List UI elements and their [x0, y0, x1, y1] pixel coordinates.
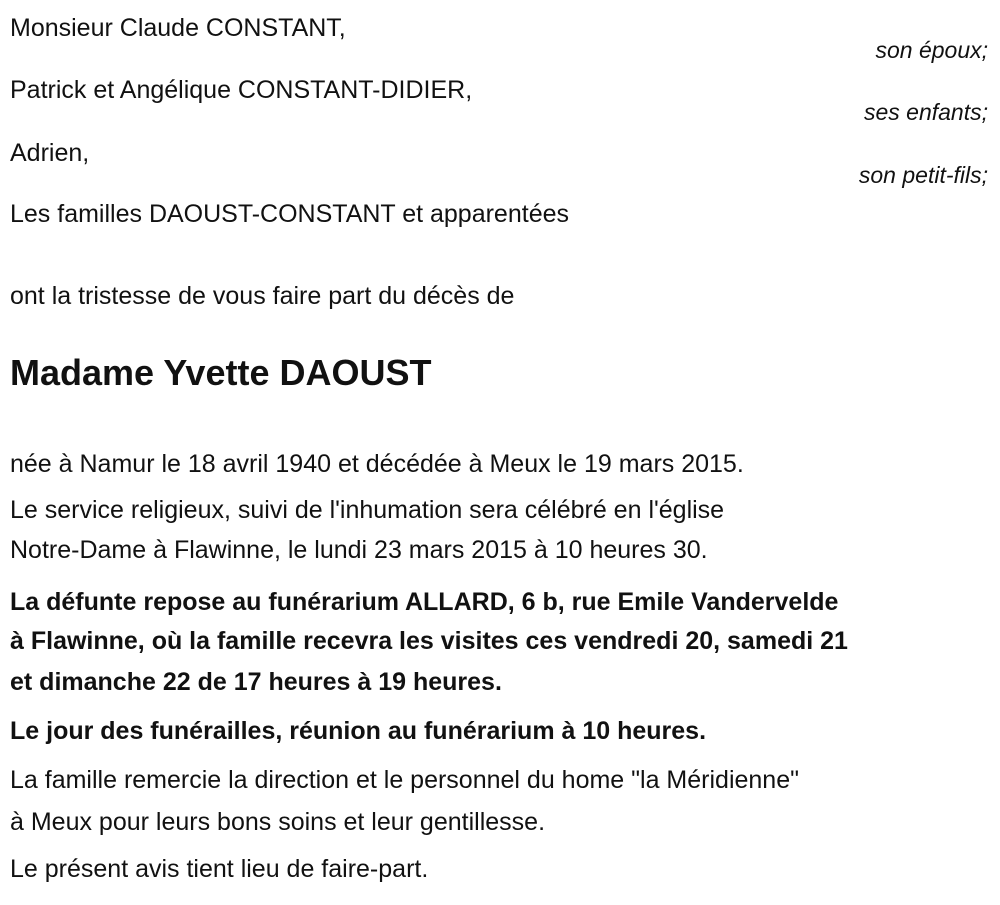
family-member-name: Patrick et Angélique CONSTANT-DIDIER,: [10, 76, 473, 104]
birth-death: née à Namur le 18 avril 1940 et décédée à Meux le 19 mars 2015.: [10, 450, 744, 478]
family-member-name: Monsieur Claude CONSTANT,: [10, 14, 346, 42]
family-member-name: Adrien,: [10, 139, 90, 167]
service-line: Le service religieux, suivi de l'inhumation sera célébré en l'église: [10, 496, 725, 524]
family-member-name: Les familles DAOUST-CONSTANT et apparentées: [10, 200, 569, 228]
repose-line: à Flawinne, où la famille recevra les visites ces vendredi 20, samedi 21: [10, 627, 848, 655]
announcement: ont la tristesse de vous faire part du décès de: [10, 282, 515, 310]
repose-line: La défunte repose au funérarium ALLARD, 6 b, rue Emile Vandervelde: [10, 588, 839, 616]
family-relation: ses enfants;: [863, 99, 988, 125]
closing-note: Le présent avis tient lieu de faire-part.: [10, 855, 429, 883]
thanks-line: à Meux pour leurs bons soins et leur gentillesse.: [10, 808, 546, 836]
family-relation: son époux;: [875, 37, 988, 63]
meeting-info: Le jour des funérailles, réunion au funérarium à 10 heures.: [10, 717, 707, 745]
service-line: Notre-Dame à Flawinne, le lundi 23 mars 2015 à 10 heures 30.: [10, 536, 708, 564]
family-relation: son petit-fils;: [858, 162, 988, 188]
thanks-line: La famille remercie la direction et le personnel du home "la Méridienne": [10, 766, 799, 794]
deceased-name: Madame Yvette DAOUST: [10, 352, 432, 393]
repose-line: et dimanche 22 de 17 heures à 19 heures.: [10, 668, 502, 696]
